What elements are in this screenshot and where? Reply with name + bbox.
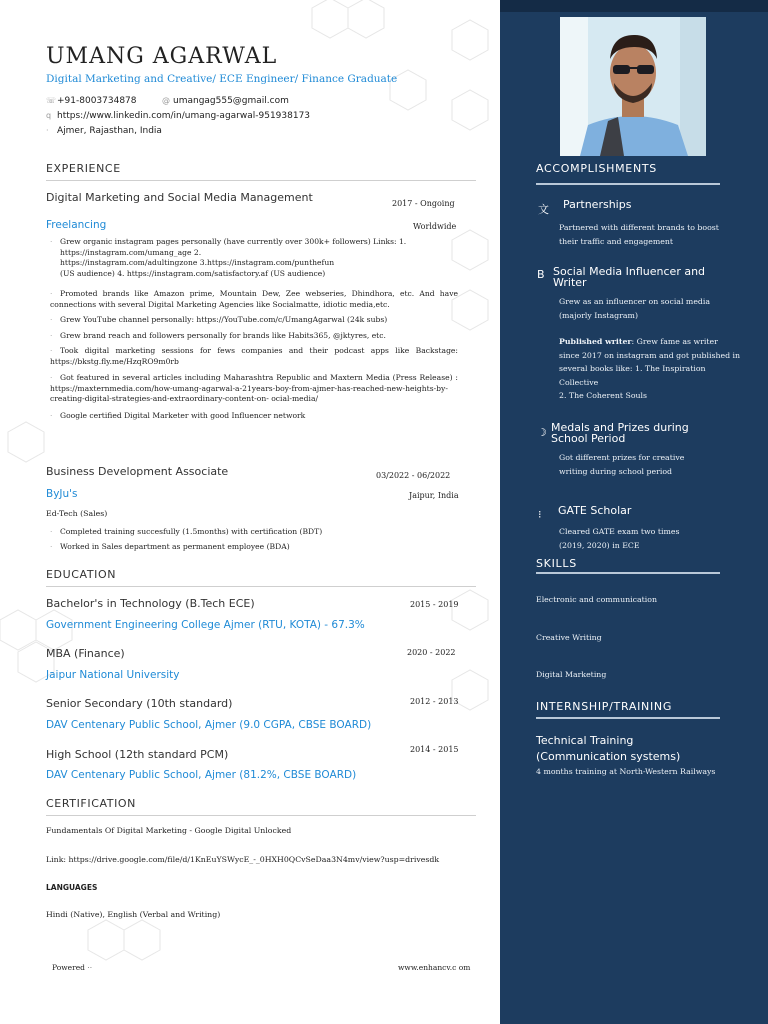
location: Ajmer, Rajasthan, India bbox=[57, 126, 162, 136]
accomplishment-desc: Published writer: Grew fame as writer since 2017 on instagram and got published in several books like: 1. The Inspiration Collective 2. The Coherent Souls bbox=[559, 337, 741, 400]
accomplishment-desc: Partnered with different brands to boost their traffic and engagement bbox=[559, 223, 719, 246]
degree-date: 2012 - 2013 bbox=[410, 697, 459, 706]
job-title: Digital Marketing and Social Media Management bbox=[46, 191, 313, 204]
linkedin-line bbox=[46, 111, 310, 121]
skill-item: Electronic and communication bbox=[536, 595, 657, 604]
divider bbox=[536, 717, 720, 719]
job-date: 2017 - Ongoing bbox=[392, 199, 455, 208]
school-name: Jaipur National University bbox=[46, 669, 180, 681]
sidebar-top-bar bbox=[500, 0, 768, 12]
school-name: DAV Centenary Public School, Ajmer (9.0 CGPA, CBSE BOARD) bbox=[46, 719, 372, 731]
divider bbox=[536, 183, 720, 185]
accomplishment-title: Partnerships bbox=[563, 198, 632, 211]
link-icon: q bbox=[46, 111, 52, 120]
accomplishment-desc: Got different prizes for creative writing during school period bbox=[559, 453, 685, 476]
phone-icon: ☏ bbox=[46, 96, 57, 105]
scholar-icon: ⁝ bbox=[538, 508, 542, 521]
languages-text: Hindi (Native), English (Verbal and Writing) bbox=[46, 910, 221, 919]
candidate-name: UMANG AGARWAL bbox=[46, 44, 278, 69]
list-item: · Promoted brands like Amazon prime, Mountain Dew, Zee webseries, Dhindhora, etc. And have connections with several Digital Marketing Agencies like Socialmatte, idiotic media,etc. bbox=[50, 289, 458, 309]
degree-title: High School (12th standard PCM) bbox=[46, 748, 229, 761]
certificate-name: Fundamentals Of Digital Marketing - Google Digital Unlocked bbox=[46, 826, 292, 835]
divider bbox=[46, 180, 476, 181]
internship-title: Technical Training (Communication systems) bbox=[536, 734, 681, 763]
accomplishment-desc: Cleared GATE exam two times (2019, 2020) in ECE bbox=[559, 527, 680, 550]
linkedin-link[interactable]: https://www.linkedin.com/in/umang-agarwal-951938173 bbox=[57, 111, 311, 121]
divider bbox=[46, 586, 476, 587]
list-item: · Got featured in several articles including Maharashtra Republic and Maxtern Media (Press Release) : https://maxternmedia.com/how-umang-agarwal-a-21years-boy-from-ajmer-has-reached-new-heights-by-creating-digital-strategies-and-extraordinary-content-on- ocial-media/ bbox=[50, 373, 458, 404]
profile-photo bbox=[560, 17, 706, 156]
job-company[interactable]: Freelancing bbox=[46, 219, 107, 231]
education-heading: EDUCATION bbox=[46, 568, 117, 581]
degree-date: 2020 - 2022 bbox=[407, 648, 456, 657]
degree-date: 2014 - 2015 bbox=[410, 745, 459, 754]
experience-heading: EXPERIENCE bbox=[46, 162, 121, 175]
job-subtitle: Ed-Tech (Sales) bbox=[46, 509, 108, 518]
list-item: · Completed training succesfully (1.5months) with certification (BDT) bbox=[50, 527, 323, 536]
job-location: Jaipur, India bbox=[409, 491, 459, 500]
school-name: Government Engineering College Ajmer (RTU, KOTA) - 67.3% bbox=[46, 619, 365, 631]
email-line bbox=[162, 96, 289, 106]
list-item: · Worked in Sales department as permanent employee (BDA) bbox=[50, 542, 290, 551]
school-name: DAV Centenary Public School, Ajmer (81.2%, CBSE BOARD) bbox=[46, 769, 357, 781]
divider bbox=[536, 572, 720, 574]
certification-heading: CERTIFICATION bbox=[46, 797, 137, 810]
divider bbox=[46, 815, 476, 816]
accomplishment-title: Social Media Influencer and Writer bbox=[553, 265, 706, 289]
accomplishment-title: GATE Scholar bbox=[558, 504, 632, 517]
list-item: · Took digital marketing sessions for fews companies and their podcast apps like Backstage: https://bkstg.fly.me/HzqRO9m0rb bbox=[50, 346, 458, 366]
list-item: · Google certified Digital Marketer with good Influencer network bbox=[50, 411, 306, 420]
internship-heading: INTERNSHIP/TRAINING bbox=[536, 700, 673, 713]
job-location: Worldwide bbox=[413, 222, 457, 231]
list-item: · Grew brand reach and followers personally for brands like Habits365, @jktyres, etc. bbox=[50, 331, 386, 340]
internship-desc: 4 months training at North-Western Railways bbox=[536, 767, 716, 776]
job-company[interactable]: ByJu's bbox=[46, 488, 78, 500]
degree-title: MBA (Finance) bbox=[46, 647, 125, 660]
skill-item: Digital Marketing bbox=[536, 670, 607, 679]
location-line bbox=[46, 126, 162, 136]
accomplishment-title: Medals and Prizes during School Period bbox=[551, 421, 689, 445]
email-icon: @ bbox=[162, 96, 170, 105]
job-date: 03/2022 - 06/2022 bbox=[376, 471, 451, 480]
badge-icon: B bbox=[537, 268, 545, 281]
footer-site-link[interactable]: www.enhancv.c om bbox=[398, 963, 471, 972]
certificate-link[interactable]: Link: https://drive.google.com/file/d/1KnEuYSWycE_-_0HXH0QCvSeDaa3N4mv/view?usp=drivesdk bbox=[46, 855, 440, 864]
location-icon: · bbox=[46, 126, 49, 135]
powered-by: Powered ·· bbox=[52, 963, 93, 972]
skills-heading: SKILLS bbox=[536, 557, 577, 570]
list-item: · Grew YouTube channel personally: https://YouTube.com/c/UmangAgarwal (24k subs) bbox=[50, 315, 388, 324]
accomplishment-desc: Grew as an influencer on social media (majorly Instagram) bbox=[559, 297, 711, 320]
phone-line bbox=[46, 96, 137, 106]
email[interactable]: umangag555@gmail.com bbox=[173, 96, 289, 106]
job-title: Business Development Associate bbox=[46, 465, 229, 478]
degree-title: Bachelor's in Technology (B.Tech ECE) bbox=[46, 597, 255, 610]
degree-date: 2015 - 2019 bbox=[410, 600, 459, 609]
handshake-icon: 文 bbox=[538, 203, 549, 216]
skill-item: Creative Writing bbox=[536, 633, 602, 642]
headline: Digital Marketing and Creative/ ECE Engineer/ Finance Graduate bbox=[46, 73, 398, 85]
phone[interactable]: +91-8003734878 bbox=[57, 96, 137, 106]
list-item: · Grew organic instagram pages personally (have currently over 300k+ followers) Links: 1. https://instagram.com/umang_age 2. https://instagram.com/adultingzone 3.https://instagram.com/punthefun (US audience) 4. https://instagram.com/satisfactory.af (US audience) bbox=[50, 237, 407, 278]
degree-title: Senior Secondary (10th standard) bbox=[46, 697, 233, 710]
accomplishments-heading: ACCOMPLISHMENTS bbox=[536, 162, 657, 175]
medal-icon: ☽ bbox=[537, 426, 547, 439]
languages-heading: LANGUAGES bbox=[46, 883, 98, 892]
